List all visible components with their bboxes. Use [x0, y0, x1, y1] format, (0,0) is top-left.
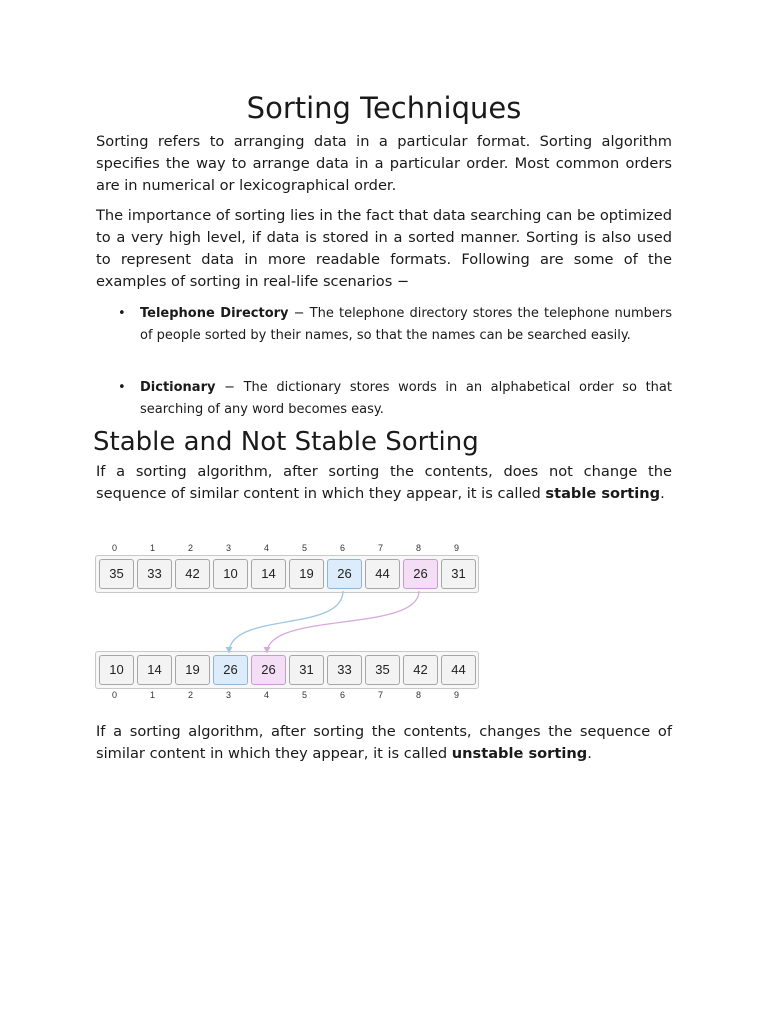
array-cell-before-2: 42 — [175, 559, 210, 589]
list-item-separator: − — [288, 306, 310, 321]
list-item-dictionary — [96, 377, 672, 420]
array-cell-after-1: 14 — [137, 655, 172, 685]
array-cell-before-1: 33 — [137, 559, 172, 589]
array-index-before-4: 4 — [263, 543, 269, 553]
array-cell-after-3: 26 — [213, 655, 248, 685]
array-index-before-8: 8 — [415, 543, 421, 553]
array-cell-after-4: 26 — [251, 655, 286, 685]
array-cell-after-8: 42 — [403, 655, 438, 685]
list-item-text: The dictionary stores words in an alphabetical order so that searching of any word becomes easy. — [140, 380, 672, 417]
array-cell-after-5: 31 — [289, 655, 324, 685]
stable-sorting-paragraph — [96, 461, 672, 505]
array-cell-after-0: 10 — [99, 655, 134, 685]
array-index-before-3: 3 — [225, 543, 231, 553]
importance-paragraph: The importance of sorting lies in the fact that data searching can be optimized to a very high level, if data is stored in a sorted manner. Sorting is also used to represent data in more readable formats. Following are some of the examples of sorting in real-life scenarios − — [96, 207, 672, 290]
array-index-after-5: 5 — [301, 690, 307, 700]
array-index-before-5: 5 — [301, 543, 307, 553]
stable-sort-figure — [90, 540, 490, 705]
list-item-term: Telephone Directory — [140, 306, 289, 321]
array-cell-before-3: 10 — [213, 559, 248, 589]
array-index-after-6: 6 — [339, 690, 345, 700]
unstable-end: . — [587, 745, 592, 762]
blue-move-arrow-head — [226, 647, 233, 653]
list-item-telephone-directory — [96, 303, 672, 346]
examples-list — [96, 303, 672, 346]
array-cell-before-5: 19 — [289, 559, 324, 589]
intro-paragraph: Sorting refers to arranging data in a particular format. Sorting algorithm specifies the way to arrange data in a particular order. Most common orders are in numerical or lexicographical order. — [96, 133, 672, 194]
unstable-sorting-paragraph — [96, 721, 672, 765]
section-heading: Stable and Not Stable Sorting — [93, 427, 479, 457]
move-arrows — [90, 540, 490, 705]
array-index-before-1: 1 — [149, 543, 155, 553]
array-cell-before-6: 26 — [327, 559, 362, 589]
array-index-after-3: 3 — [225, 690, 231, 700]
array-index-after-0: 0 — [111, 690, 117, 700]
page-title: Sorting Techniques — [246, 91, 522, 125]
array-cell-after-2: 19 — [175, 655, 210, 685]
array-index-before-7: 7 — [377, 543, 383, 553]
array-cell-before-4: 14 — [251, 559, 286, 589]
array-cell-before-9: 31 — [441, 559, 476, 589]
array-index-after-7: 7 — [377, 690, 383, 700]
stable-end: . — [660, 485, 665, 502]
pink-move-arrow — [267, 591, 419, 653]
stable-term: stable sorting — [545, 485, 661, 502]
bullet-icon: • — [118, 306, 126, 321]
array-cell-after-9: 44 — [441, 655, 476, 685]
blue-move-arrow — [229, 591, 343, 653]
array-cell-after-6: 33 — [327, 655, 362, 685]
list-item-term: Dictionary — [140, 380, 216, 395]
pink-move-arrow-head — [264, 647, 271, 653]
array-index-after-2: 2 — [187, 690, 193, 700]
array-index-before-2: 2 — [187, 543, 193, 553]
stable-text: If a sorting algorithm, after sorting the contents, does not change the sequence of similar content in which they appear, it is called — [96, 463, 672, 502]
array-cell-before-0: 35 — [99, 559, 134, 589]
array-index-after-4: 4 — [263, 690, 269, 700]
bullet-icon: • — [118, 380, 126, 395]
array-cell-after-7: 35 — [365, 655, 400, 685]
array-index-after-9: 9 — [453, 690, 459, 700]
array-cell-before-8: 26 — [403, 559, 438, 589]
array-cell-before-7: 44 — [365, 559, 400, 589]
array-index-before-0: 0 — [111, 543, 117, 553]
list-item-text: The telephone directory stores the telephone numbers of people sorted by their names, so that the names can be searched easily. — [140, 306, 672, 343]
array-index-after-1: 1 — [149, 690, 155, 700]
array-index-after-8: 8 — [415, 690, 421, 700]
list-item-separator: − — [215, 380, 244, 395]
array-index-before-6: 6 — [339, 543, 345, 553]
examples-list-2 — [96, 377, 672, 420]
unstable-text: If a sorting algorithm, after sorting the contents, changes the sequence of similar content in which they appear, it is called — [96, 723, 672, 762]
array-index-before-9: 9 — [453, 543, 459, 553]
unstable-term: unstable sorting — [451, 745, 588, 762]
